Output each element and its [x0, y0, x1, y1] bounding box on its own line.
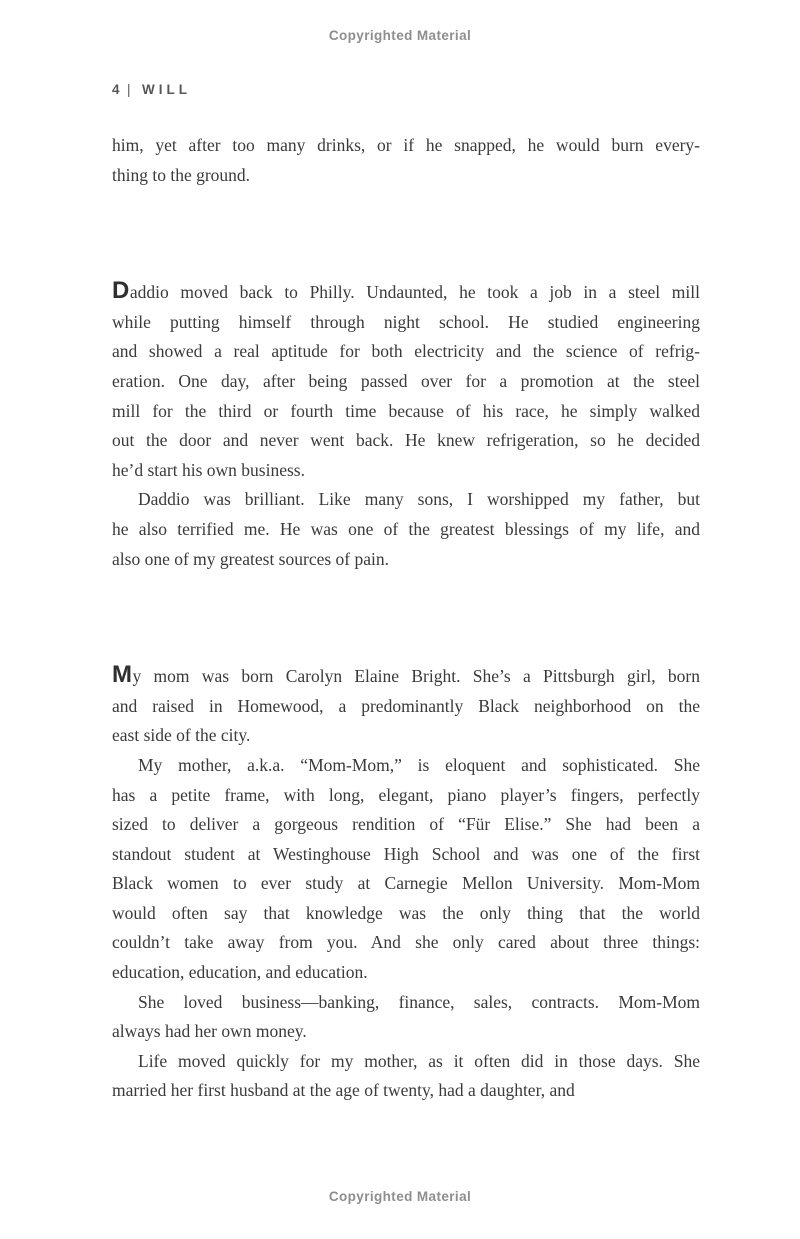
- page-number: 4: [112, 82, 123, 97]
- body-paragraph: [112, 1047, 700, 1106]
- text-line: standout student at Westinghouse High School and was one of the first: [112, 843, 700, 864]
- body-paragraph: [112, 278, 700, 485]
- text-line: out the door and never went back. He knew refrigeration, so he decided: [112, 430, 700, 451]
- text-line: would often say that knowledge was the only thing that the world: [112, 902, 700, 923]
- text-line: couldn’t take away from you. And she only cared about three things:: [112, 932, 700, 953]
- text-line: Black women to ever study at Carnegie Mellon University. Mom-Mom: [112, 873, 700, 894]
- text-line: him, yet after too many drinks, or if he snapped, he would burn every-: [112, 135, 700, 155]
- text-line: My mother, a.k.a. “Mom-Mom,” is eloquent and sophisticated. She: [138, 754, 700, 775]
- lead-cap: M: [112, 662, 133, 689]
- book-title: WILL: [142, 82, 192, 97]
- lead-cap: D: [112, 278, 130, 305]
- text-line: also one of my greatest sources of pain.: [112, 548, 390, 569]
- text-line: he’d start his own business.: [112, 459, 305, 480]
- header-separator: |: [127, 82, 134, 97]
- text-line: and raised in Homewood, a predominantly Black neighborhood on the: [112, 695, 700, 716]
- text-line: married her first husband at the age of twenty, had a daughter, and: [112, 1080, 575, 1101]
- copyright-notice-bottom: Copyrighted Material: [328, 1189, 472, 1204]
- body-paragraph: [112, 988, 700, 1047]
- body-paragraph: [112, 485, 700, 574]
- body-paragraph: [112, 751, 700, 988]
- text-line: thing to the ground.: [112, 164, 251, 185]
- body-paragraph: [112, 131, 700, 190]
- text-line: and showed a real aptitude for both electricity and the science of refrig-: [112, 341, 700, 362]
- text-line: has a petite frame, with long, elegant, piano player’s fingers, perfectly: [112, 784, 700, 805]
- text-line: Life moved quickly for my mother, as it often did in those days. She: [138, 1050, 700, 1071]
- copyright-notice-top: Copyrighted Material: [328, 28, 472, 43]
- text-line: sized to deliver a gorgeous rendition of “Für Elise.” She had been a: [112, 814, 700, 835]
- page-header: [112, 82, 191, 97]
- text-line: Daddio moved back to Philly. Undaunted, he took a job in a steel mill: [112, 278, 700, 305]
- text-line: east side of the city.: [112, 725, 251, 746]
- text-line: mill for the third or fourth time because of his race, he simply walked: [112, 400, 700, 421]
- text-line: She loved business—banking, finance, sales, contracts. Mom-Mom: [138, 991, 700, 1012]
- text-line: education, education, and education.: [112, 962, 368, 983]
- page-body: [112, 131, 700, 1106]
- body-paragraph: [112, 662, 700, 751]
- text-line: always had her own money.: [112, 1021, 307, 1042]
- text-line: while putting himself through night school. He studied engineering: [112, 311, 700, 332]
- text-line: eration. One day, after being passed over for a promotion at the steel: [112, 370, 700, 391]
- text-line: My mom was born Carolyn Elaine Bright. She’s a Pittsburgh girl, born: [112, 662, 700, 689]
- text-line: he also terrified me. He was one of the greatest blessings of my life, and: [112, 518, 700, 539]
- text-line: Daddio was brilliant. Like many sons, I worshipped my father, but: [138, 489, 700, 510]
